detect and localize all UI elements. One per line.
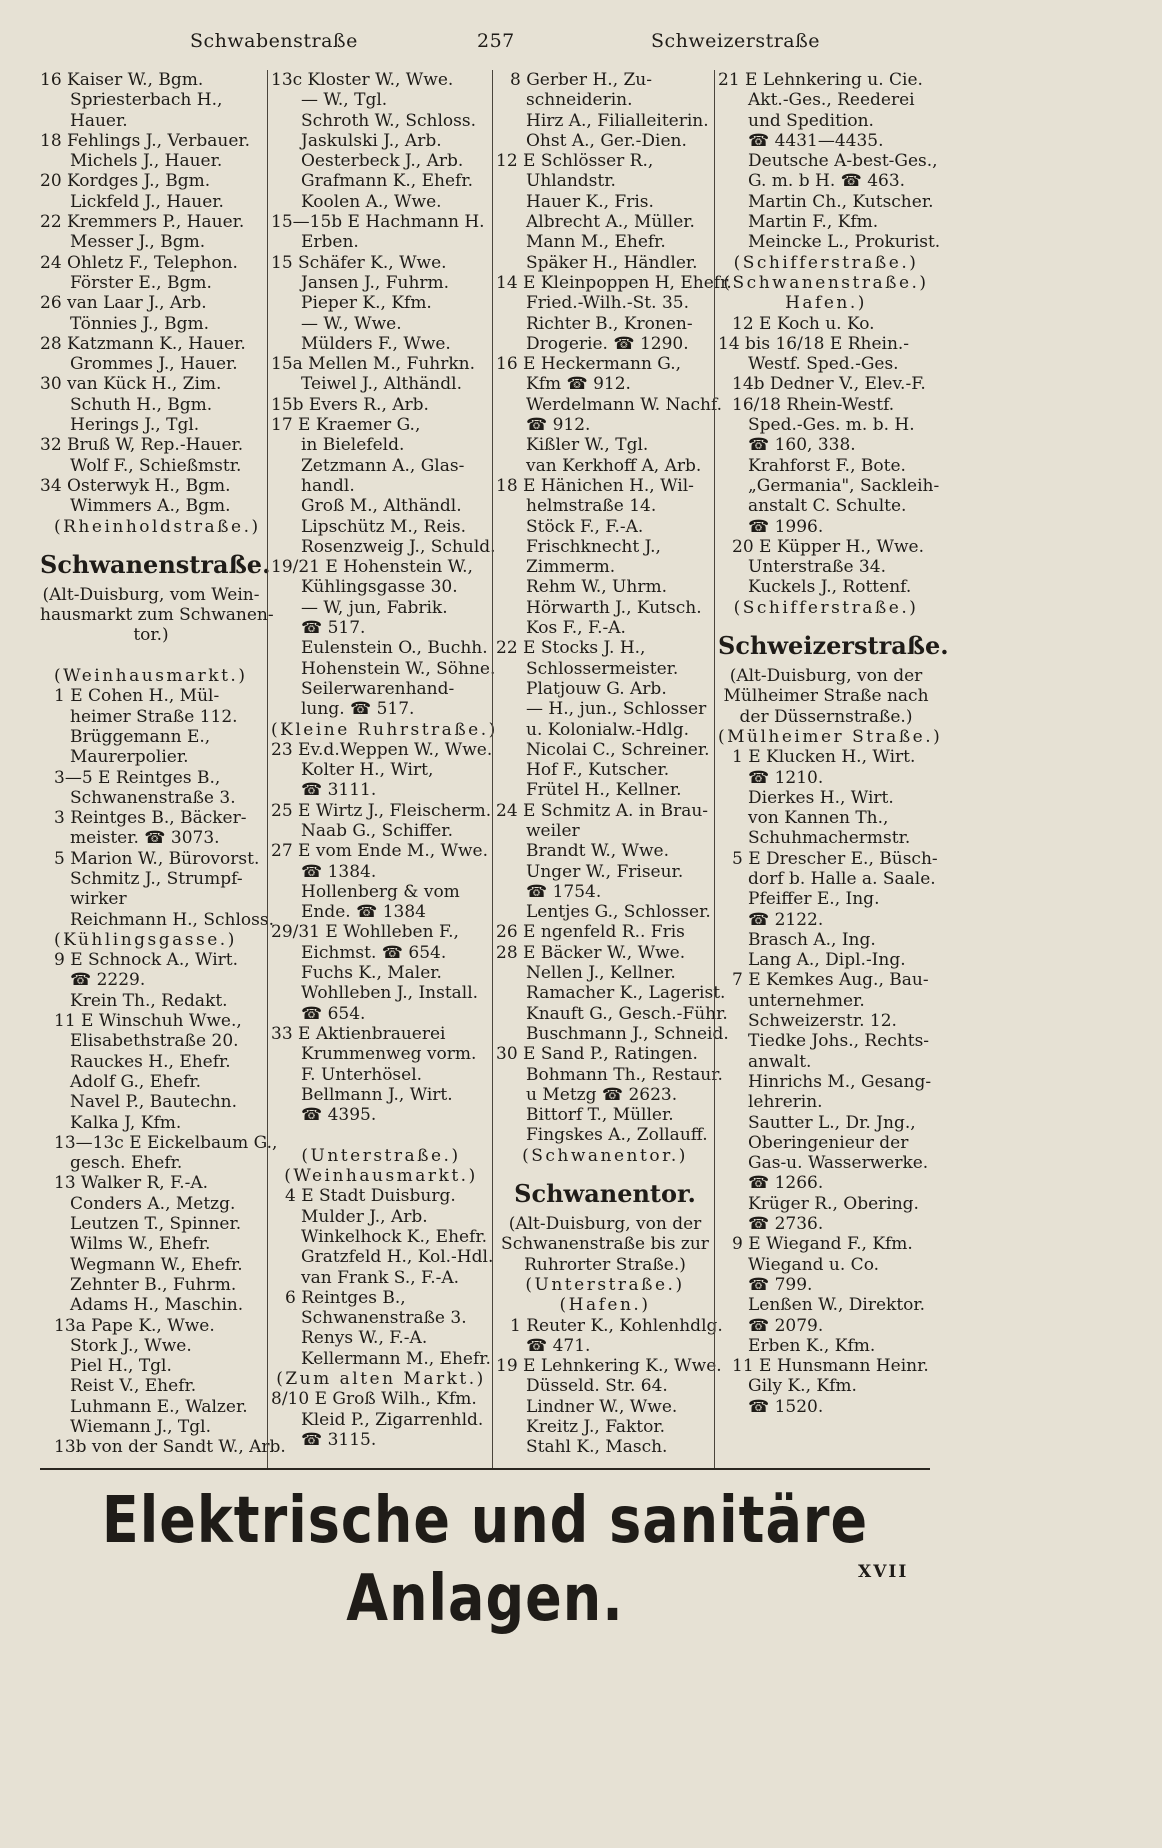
directory-line: 3—5 E Reintges B., xyxy=(54,767,221,788)
directory-line: Wolf F., Schießmstr. xyxy=(70,455,242,476)
directory-line: Martin F., Kfm. xyxy=(748,212,879,233)
directory-line: Seilerwarenhand- xyxy=(301,678,455,699)
directory-columns xyxy=(40,70,949,1470)
directory-line: Stahl K., Masch. xyxy=(526,1437,668,1458)
divider-rule xyxy=(40,1468,930,1470)
directory-line: Gily K., Kfm. xyxy=(748,1376,857,1397)
directory-line: F. Unterhösel. xyxy=(301,1064,423,1085)
directory-line: 4 E Stadt Duisburg. xyxy=(285,1186,456,1207)
directory-line: (Unterstraße.) xyxy=(525,1274,685,1295)
directory-line: Jaskulski J., Arb. xyxy=(301,130,442,151)
directory-line: unternehmer. xyxy=(748,990,865,1011)
directory-line: Drogerie. ☎ 1290. xyxy=(526,333,689,354)
directory-line: meister. ☎ 3073. xyxy=(70,828,220,849)
directory-line: (Zum alten Markt.) xyxy=(276,1369,486,1389)
directory-line: Stork J., Wwe. xyxy=(70,1335,192,1356)
directory-line: Lentjes G., Schlosser. xyxy=(526,902,711,923)
directory-line: anstalt C. Schulte. xyxy=(748,496,907,517)
directory-line: (Kleine Ruhrstraße.) xyxy=(271,719,498,740)
directory-line: 13a Pape K., Wwe. xyxy=(54,1315,215,1336)
directory-line: 24 Ohletz F., Telephon. xyxy=(40,252,238,273)
directory-line: G. m. b H. ☎ 463. xyxy=(748,171,906,192)
directory-line: Fingskes A., Zollauff. xyxy=(526,1125,708,1146)
directory-line: 23 Ev.d.Weppen W., Wwe. xyxy=(271,739,493,760)
directory-line: 1 E Cohen H., Mül- xyxy=(54,686,220,707)
directory-line: Pfeiffer E., Ing. xyxy=(748,889,880,910)
directory-line: 13c Kloster W., Wwe. xyxy=(271,70,454,90)
header-right-street: Schweizerstraße xyxy=(651,30,821,52)
directory-line: 15—15b E Hachmann H. xyxy=(271,212,485,233)
directory-line: Knauft G., Gesch.-Führ. xyxy=(526,1003,728,1024)
directory-line: 24 E Schmitz A. in Brau- xyxy=(496,800,709,821)
directory-line: Lipschütz M., Reis. xyxy=(301,516,466,537)
directory-line: Hauer K., Fris. xyxy=(526,191,654,212)
directory-line: Kühlingsgasse 30. xyxy=(301,577,458,598)
directory-line: 25 E Wirtz J., Fleischerm. xyxy=(271,800,492,821)
directory-line: 16 E Heckermann G., xyxy=(496,354,682,375)
column-3 xyxy=(492,70,732,1470)
directory-line: Unterstraße 34. xyxy=(748,557,886,578)
directory-line: ☎ 4395. xyxy=(301,1105,377,1126)
directory-line: Schwanenstraße 3. xyxy=(70,787,236,808)
directory-line: hausmarkt zum Schwanen- xyxy=(40,605,274,626)
directory-line: 33 E Aktienbrauerei xyxy=(271,1023,446,1044)
directory-line: Bittorf T., Müller. xyxy=(526,1105,674,1126)
directory-line: ☎ 3115. xyxy=(301,1429,377,1450)
directory-line: 3 Reintges B., Bäcker- xyxy=(54,808,247,829)
directory-line: Kuckels J., Rottenf. xyxy=(748,577,912,598)
directory-line: Schwanenstraße 3. xyxy=(301,1308,467,1329)
directory-line: ☎ 160, 338. xyxy=(748,435,856,456)
directory-line: (Alt-Duisburg, vom Wein- xyxy=(42,584,260,605)
directory-line: Renys W., F.-A. xyxy=(301,1328,428,1349)
directory-line: Frütel H., Kellner. xyxy=(526,780,682,801)
directory-line: Groß M., Althändl. xyxy=(301,496,462,517)
directory-line: Kalka J, Kfm. xyxy=(70,1112,182,1133)
directory-line: 8 Gerber H., Zu- xyxy=(510,70,653,90)
directory-line: 20 E Küpper H., Wwe. xyxy=(732,536,925,557)
signature-mark: XVII xyxy=(858,1562,909,1582)
directory-line: der Düssernstraße.) xyxy=(739,706,913,727)
directory-line: Meincke L., Prokurist. xyxy=(748,232,941,253)
page-number: 257 xyxy=(477,30,515,52)
directory-line: Kolter H., Wirt, xyxy=(301,760,434,781)
directory-line: Schlossermeister. xyxy=(526,658,679,679)
directory-line: ☎ 2122. xyxy=(748,909,824,930)
directory-line: ☎ 517. xyxy=(301,618,366,639)
directory-line: ☎ 1520. xyxy=(748,1396,824,1417)
directory-line: Buschmann J., Schneid. xyxy=(526,1023,729,1044)
directory-line: tor.) xyxy=(133,625,169,646)
header-left-street: Schwabenstraße xyxy=(190,30,358,52)
directory-line: ☎ 1266. xyxy=(748,1173,824,1194)
directory-line: Zehnter B., Fuhrm. xyxy=(70,1274,237,1295)
directory-line: 13b von der Sandt W., Arb. xyxy=(54,1437,286,1458)
directory-line: (Rheinholdstraße.) xyxy=(54,516,261,537)
column-1 xyxy=(40,70,286,1470)
directory-line: Brandt W., Wwe. xyxy=(526,841,670,862)
directory-line: — W., Tgl. xyxy=(301,90,388,111)
directory-line: (Kühlingsgasse.) xyxy=(54,929,237,950)
directory-line: Dierkes H., Wirt. xyxy=(748,787,894,808)
directory-line: Kellermann M., Ehefr. xyxy=(301,1348,491,1369)
directory-line: und Spedition. xyxy=(748,110,874,131)
directory-line: Erben. xyxy=(301,232,359,253)
directory-line: Winkelhock K., Ehefr. xyxy=(301,1226,488,1247)
directory-line: 9 E Schnock A., Wirt. xyxy=(54,950,239,971)
directory-line: Erben K., Kfm. xyxy=(748,1335,876,1356)
directory-line: heimer Straße 112. xyxy=(70,706,238,727)
directory-line: Schuth H., Bgm. xyxy=(70,394,213,415)
directory-line: Messer J., Bgm. xyxy=(70,232,206,253)
directory-line: Zimmerm. xyxy=(526,557,616,578)
directory-line: Unger W., Friseur. xyxy=(526,861,684,882)
directory-line: 21 E Lehnkering u. Cie. xyxy=(718,70,923,90)
directory-line: Westf. Sped.-Ges. xyxy=(748,354,899,375)
directory-line: ☎ 471. xyxy=(526,1335,591,1356)
directory-line: Martin Ch., Kutscher. xyxy=(748,191,934,212)
directory-line: 28 Katzmann K., Hauer. xyxy=(40,333,246,354)
directory-line: Mulder J., Arb. xyxy=(301,1206,428,1227)
directory-line: — H., jun., Schlosser xyxy=(526,699,707,720)
directory-line: Fried.-Wilh.-St. 35. xyxy=(526,293,689,314)
directory-line: Schweizerstr. 12. xyxy=(748,1011,897,1032)
directory-line: 16 Kaiser W., Bgm. xyxy=(40,70,204,90)
directory-line: Akt.-Ges., Reederei xyxy=(748,90,915,111)
directory-line: helmstraße 14. xyxy=(526,496,657,517)
directory-line: 30 E Sand P., Ratingen. xyxy=(496,1044,698,1065)
directory-line: Rosenzweig J., Schuld. xyxy=(301,536,496,557)
directory-line: Hirz A., Filialleiterin. xyxy=(526,110,709,131)
directory-line: Oesterbeck J., Arb. xyxy=(301,151,464,172)
column-2 xyxy=(267,70,498,1470)
directory-line: 18 Fehlings J., Verbauer. xyxy=(40,130,251,151)
directory-line: dorf b. Halle a. Saale. xyxy=(748,868,936,889)
directory-line: Wohlleben J., Install. xyxy=(301,983,479,1004)
directory-line: Ruhrorter Straße.) xyxy=(524,1254,686,1275)
directory-line: Brüggemann E., xyxy=(70,726,211,747)
page-header xyxy=(40,30,940,60)
directory-line: Lang A., Dipl.-Ing. xyxy=(748,950,906,971)
directory-line: 15b Evers R., Arb. xyxy=(271,394,429,415)
directory-line: 5 E Drescher E., Büsch- xyxy=(732,848,938,869)
directory-line: Richter B., Kronen- xyxy=(526,313,693,334)
directory-line: Wegmann W., Ehefr. xyxy=(70,1254,243,1275)
directory-line: Albrecht A., Müller. xyxy=(526,212,695,233)
directory-line: Gas-u. Wasserwerke. xyxy=(748,1153,929,1174)
directory-line: ☎ 799. xyxy=(748,1274,813,1295)
directory-line: 27 E vom Ende M., Wwe. xyxy=(271,841,489,862)
directory-line: 26 van Laar J., Arb. xyxy=(40,293,207,314)
directory-line: 13—13c E Eickelbaum G., xyxy=(54,1132,278,1153)
directory-line: 18 E Hänichen H., Wil- xyxy=(496,475,694,496)
directory-line: Kos F., F.-A. xyxy=(526,618,626,639)
directory-line: Sped.-Ges. m. b. H. xyxy=(748,415,915,436)
directory-line: ☎ 1996. xyxy=(748,516,824,537)
directory-line: Uhlandstr. xyxy=(526,171,616,192)
directory-line: Fuchs K., Maler. xyxy=(301,963,442,984)
directory-line: Schuhmachermstr. xyxy=(748,828,911,849)
directory-line: Späker H., Händler. xyxy=(526,252,698,273)
directory-line: ☎ 4431—4435. xyxy=(748,130,884,151)
directory-line: Lenßen W., Direktor. xyxy=(748,1295,926,1316)
directory-line: ☎ 2079. xyxy=(748,1315,824,1336)
directory-line: Hinrichs M., Gesang- xyxy=(748,1071,932,1092)
directory-line: Lickfeld J., Hauer. xyxy=(70,191,224,212)
directory-line: Krahforst F., Bote. xyxy=(748,455,906,476)
street-heading: Schweizerstraße. xyxy=(718,631,949,661)
directory-line: Platjouw G. Arb. xyxy=(526,678,667,699)
directory-line: (Hafen.) xyxy=(559,1295,651,1316)
directory-line: 11 E Winschuh Wwe., xyxy=(54,1011,242,1032)
directory-line: Nicolai C., Schreiner. xyxy=(526,739,710,760)
directory-line: schneiderin. xyxy=(526,90,633,111)
advertisement-banner: Elektrische und sanitäre Anlagen. xyxy=(101,1483,869,1636)
directory-line: van Kerkhoff A, Arb. xyxy=(526,455,702,476)
directory-line: Deutsche A-best-Ges., xyxy=(748,151,938,172)
directory-line: ☎ 912. xyxy=(526,415,591,436)
directory-line: handl. xyxy=(301,475,355,496)
directory-line: Adams H., Maschin. xyxy=(70,1295,244,1316)
directory-line: Frischknecht J., xyxy=(526,536,661,557)
directory-line: Kreitz J., Faktor. xyxy=(526,1417,666,1437)
directory-line: Gratzfeld H., Kol.-Hdl. xyxy=(301,1247,494,1268)
directory-line: 19 E Lehnkering K., Wwe. xyxy=(496,1356,722,1377)
directory-line: Brasch A., Ing. xyxy=(748,929,876,950)
directory-line: Mülheimer Straße nach xyxy=(723,686,929,707)
directory-line: Mülders F., Wwe. xyxy=(301,333,451,354)
directory-line: — W, jun, Fabrik. xyxy=(301,597,448,618)
directory-line: Eulenstein O., Buchh. xyxy=(301,638,488,659)
directory-line: Koolen A., Wwe. xyxy=(301,191,442,212)
directory-line: Hohenstein W., Söhne. xyxy=(301,658,496,679)
directory-line: 5 Marion W., Bürovorst. xyxy=(54,848,260,869)
directory-line: Michels J., Hauer. xyxy=(70,151,223,172)
directory-line: Grafmann K., Ehefr. xyxy=(301,171,473,192)
directory-line: ☎ 3111. xyxy=(301,780,377,801)
directory-line: Adolf G., Ehefr. xyxy=(70,1071,202,1092)
directory-line: Teiwel J., Althändl. xyxy=(301,374,462,395)
directory-line xyxy=(271,1125,491,1145)
directory-line: Wiegand u. Co. xyxy=(748,1254,880,1275)
directory-line: lung. ☎ 517. xyxy=(301,699,415,720)
directory-line: van Frank S., F.-A. xyxy=(301,1267,460,1288)
directory-line: ☎ 654. xyxy=(301,1003,366,1024)
directory-line: Ohst A., Ger.-Dien. xyxy=(526,130,687,151)
directory-line: Leutzen T., Spinner. xyxy=(70,1214,242,1235)
directory-line: 14 bis 16/18 E Rhein.- xyxy=(718,333,910,354)
directory-line: von Kannen Th., xyxy=(748,808,889,829)
directory-line: Rauckes H., Ehefr. xyxy=(70,1051,231,1072)
directory-line: u. Kolonialw.-Hdlg. xyxy=(526,719,689,740)
directory-line: Tönnies J., Bgm. xyxy=(70,313,210,334)
directory-line: u Metzg ☎ 2623. xyxy=(526,1084,678,1105)
directory-line: (Schwanenstraße.) xyxy=(723,272,929,293)
directory-line: Luhmann E., Walzer. xyxy=(70,1396,248,1417)
directory-line: gesch. Ehefr. xyxy=(70,1153,183,1174)
directory-line: 8/10 E Groß Wilh., Kfm. xyxy=(271,1389,477,1410)
directory-line: (Alt-Duisburg, von der xyxy=(729,666,923,687)
directory-line: Oberingenieur der xyxy=(748,1132,909,1153)
directory-line: 30 van Kück H., Zim. xyxy=(40,374,222,395)
directory-line: Tiedke Johs., Rechts- xyxy=(748,1031,930,1052)
directory-line: Düsseld. Str. 64. xyxy=(526,1376,668,1397)
directory-line: lehrerin. xyxy=(748,1092,823,1113)
directory-line: 15a Mellen M., Fuhrkn. xyxy=(271,354,476,375)
street-heading: Schwanenstraße. xyxy=(40,549,271,579)
directory-line: „Germania", Sackleih- xyxy=(748,475,940,496)
directory-line: Kfm ☎ 912. xyxy=(526,374,631,395)
directory-line: 6 Reintges B., xyxy=(285,1287,406,1308)
directory-line: Piel H., Tgl. xyxy=(70,1356,172,1377)
directory-line: — W., Wwe. xyxy=(301,313,402,334)
directory-line: 20 Kordges J., Bgm. xyxy=(40,171,211,192)
directory-line: ☎ 2736. xyxy=(748,1214,824,1235)
directory-line: ☎ 1210. xyxy=(748,767,824,788)
directory-line: Grommes J., Hauer. xyxy=(70,354,238,375)
directory-line: Hauer. xyxy=(70,110,128,131)
directory-line: Eichmst. ☎ 654. xyxy=(301,942,447,963)
directory-line: 22 E Stocks J. H., xyxy=(496,638,646,659)
directory-line: in Bielefeld. xyxy=(301,435,405,456)
directory-line: Schroth W., Schloss. xyxy=(301,110,477,131)
directory-line: 12 E Koch u. Ko. xyxy=(732,313,875,334)
directory-line: (Schifferstraße.) xyxy=(733,252,919,273)
directory-line: Reist V., Ehefr. xyxy=(70,1376,197,1397)
directory-line: Pieper K., Kfm. xyxy=(301,293,432,314)
directory-line: Förster E., Bgm. xyxy=(70,272,212,293)
directory-line: (Weinhausmarkt.) xyxy=(284,1166,478,1187)
directory-line: 32 Bruß W, Rep.-Hauer. xyxy=(40,435,244,456)
directory-line xyxy=(40,646,262,666)
directory-line: Reichmann H., Schloss. xyxy=(70,909,274,930)
directory-line: Krein Th., Redakt. xyxy=(70,990,228,1011)
directory-line: Hafen.) xyxy=(785,293,867,314)
directory-line: Zetzmann A., Glas- xyxy=(301,455,465,476)
directory-line: Spriesterbach H., xyxy=(70,90,223,111)
directory-line: Wilms W., Ehefr. xyxy=(70,1234,211,1255)
directory-line: Naab G., Schiffer. xyxy=(301,820,453,841)
directory-line: 9 E Wiegand F., Kfm. xyxy=(732,1234,913,1255)
directory-line: (Schwanentor.) xyxy=(522,1145,688,1166)
directory-line: 1 E Klucken H., Wirt. xyxy=(732,747,916,768)
directory-line: Bohmann Th., Restaur. xyxy=(526,1064,723,1085)
directory-line: Kißler W., Tgl. xyxy=(526,435,649,456)
directory-line: 14 E Kleinpoppen H, Ehefr. xyxy=(496,272,732,293)
directory-line: 1 Reuter K., Kohlenhdlg. xyxy=(510,1315,723,1336)
directory-line: weiler xyxy=(526,820,580,841)
directory-line: Maurerpolier. xyxy=(70,747,189,768)
directory-line: Hörwarth J., Kutsch. xyxy=(526,597,702,618)
directory-line: Werdelmann W. Nachf. xyxy=(526,394,723,415)
directory-line: 34 Osterwyk H., Bgm. xyxy=(40,475,231,496)
directory-line: Elisabethstraße 20. xyxy=(70,1031,239,1052)
directory-line: Hof F., Kutscher. xyxy=(526,760,670,781)
directory-line: Mann M., Ehefr. xyxy=(526,232,666,253)
street-heading: Schwanentor. xyxy=(514,1179,696,1209)
directory-line: ☎ 1384. xyxy=(301,861,377,882)
directory-line: Stöck F., F.-A. xyxy=(526,516,644,537)
directory-line: Ende. ☎ 1384 xyxy=(301,902,426,923)
directory-line: 28 E Bäcker W., Wwe. xyxy=(496,942,686,963)
directory-line: Nellen J., Kellner. xyxy=(526,963,676,984)
directory-line: 14b Dedner V., Elev.-F. xyxy=(732,374,926,395)
directory-line: (Unterstraße.) xyxy=(301,1145,461,1166)
directory-line: 11 E Hunsmann Heinr. xyxy=(732,1356,929,1377)
directory-line: Herings J., Tgl. xyxy=(70,415,200,436)
directory-line: Ramacher K., Lagerist. xyxy=(526,983,726,1004)
directory-line: Navel P., Bautechn. xyxy=(70,1092,238,1113)
directory-line: Wimmers A., Bgm. xyxy=(70,496,231,517)
directory-line: 19/21 E Hohenstein W., xyxy=(271,557,473,578)
directory-line: (Schifferstraße.) xyxy=(733,597,919,618)
directory-line: Conders A., Metzg. xyxy=(70,1193,236,1214)
directory-line: 12 E Schlösser R., xyxy=(496,151,654,172)
directory-line: ☎ 2229. xyxy=(70,970,146,991)
directory-line: Bellmann J., Wirt. xyxy=(301,1084,453,1105)
column-4 xyxy=(714,70,949,1470)
directory-line: 16/18 Rhein-Westf. xyxy=(732,394,895,415)
directory-line: (Mülheimer Straße.) xyxy=(718,726,943,747)
directory-line: 13 Walker R, F.-A. xyxy=(54,1173,209,1194)
directory-line: anwalt. xyxy=(748,1051,812,1072)
directory-line: Wiemann J., Tgl. xyxy=(70,1417,211,1437)
directory-line: 22 Kremmers P., Hauer. xyxy=(40,212,245,233)
directory-line: (Alt-Duisburg, von der xyxy=(508,1214,702,1235)
directory-line: Sautter L., Dr. Jng., xyxy=(748,1112,916,1133)
directory-line: Krüger R., Obering. xyxy=(748,1193,919,1214)
directory-line: Jansen J., Fuhrm. xyxy=(301,272,450,293)
directory-line: Krummenweg vorm. xyxy=(301,1044,477,1065)
directory-line: ☎ 1754. xyxy=(526,881,602,902)
directory-line: 7 E Kemkes Aug., Bau- xyxy=(732,970,929,991)
directory-line: wirker xyxy=(70,889,127,910)
directory-line: Hollenberg & vom xyxy=(301,881,460,902)
directory-line: Schwanenstraße bis zur xyxy=(501,1234,709,1255)
directory-line: (Weinhausmarkt.) xyxy=(54,666,248,687)
directory-line: 15 Schäfer K., Wwe. xyxy=(271,252,447,273)
directory-line: Kleid P., Zigarrenhld. xyxy=(301,1409,484,1430)
directory-line: Schmitz J., Strumpf- xyxy=(70,868,243,889)
directory-line: 17 E Kraemer G., xyxy=(271,415,421,436)
directory-line: Rehm W., Uhrm. xyxy=(526,577,667,598)
directory-line: 26 E ngenfeld R.. Fris xyxy=(496,922,685,943)
directory-line: 29/31 E Wohlleben F., xyxy=(271,922,459,943)
directory-line: Lindner W., Wwe. xyxy=(526,1396,678,1417)
